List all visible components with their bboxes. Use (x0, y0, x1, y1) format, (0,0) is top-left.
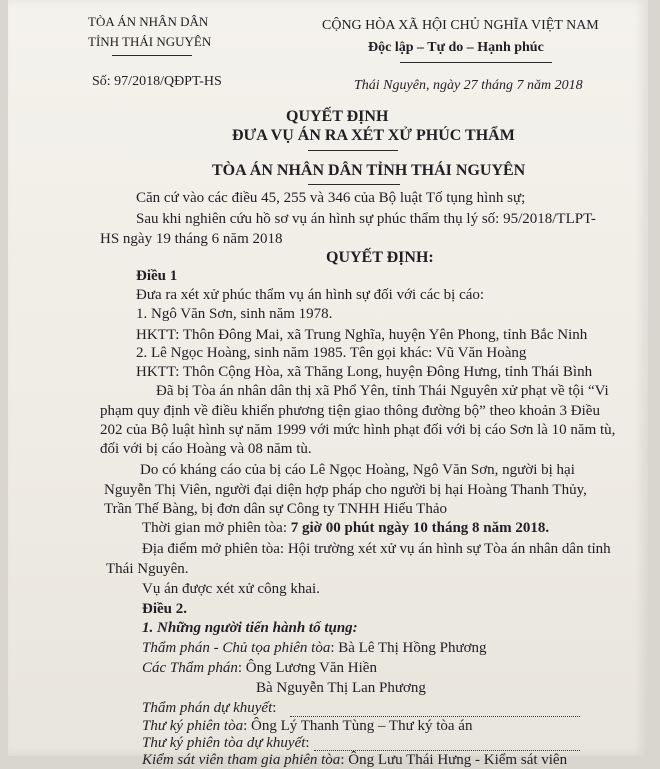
place-date: Thái Nguyên, ngày 27 tháng 7 năm 2018 (354, 78, 583, 93)
sentence-line-1: Đã bị Tòa án nhân dân thị xã Phổ Yên, tỉnh Thái Nguyên xử phạt về tội “Vi (156, 383, 609, 399)
appeal-line-1: Do có kháng cáo của bị cáo Lê Ngọc Hoàng, Ngô Văn Sơn, người bị hại (140, 462, 575, 478)
procedure-participants-heading: 1. Những người tiến hành tố tụng: (142, 620, 358, 636)
legal-basis-2a: Sau khi nghiên cứu hồ sơ vụ án hình sự phúc thẩm thụ lý số: 95/2018/TLPT- (136, 211, 596, 227)
defendant-2-address: HKTT: Thôn Cộng Hòa, xã Thăng Long, huyện Đông Hưng, tỉnh Thái Bình (136, 364, 593, 380)
court-clerk-value: : Ông Lý Thanh Tùng – Thư ký tòa án (243, 718, 473, 734)
country-name: CỘNG HÒA XÃ HỘI CHỦ NGHĨA VIỆT NAM (322, 18, 599, 33)
presiding-judge-value: : Bà Lê Thị Hồng Phương (330, 640, 487, 656)
hearing-time-label: Thời gian mở phiên tòa: (142, 520, 291, 536)
national-motto: Độc lập – Tự do – Hạnh phúc (368, 40, 544, 55)
reserve-clerk (142, 735, 310, 752)
reserve-clerk-label: Thư ký phiên tòa dự khuyết (142, 735, 306, 751)
panel-judges-label: Các Thẩm phán (142, 660, 238, 676)
reserve-judge-label: Thẩm phán dự khuyết (142, 700, 273, 716)
document-page (8, 0, 648, 768)
reserve-judge-value: : (272, 700, 277, 716)
article-2-heading: Điều 2. (142, 601, 187, 617)
hearing-time (142, 520, 549, 537)
panel-judge-2: Bà Nguyễn Thị Lan Phương (256, 680, 426, 696)
prosecutor-value: : Ông Lưu Thái Hưng - Kiểm sát viên (340, 752, 568, 768)
document-subtitle: ĐƯA VỤ ÁN RA XÉT XỬ PHÚC THẨM (232, 127, 515, 144)
reserve-clerk-value: : (305, 735, 310, 751)
court-name-line1: TÒA ÁN NHÂN DÂN (88, 14, 209, 29)
header-left-underline (112, 55, 192, 56)
hearing-time-value: 7 giờ 00 phút ngày 10 tháng 8 năm 2018. (290, 520, 550, 536)
defendant-2: 2. Lê Ngọc Hoàng, sinh năm 1985. Tên gọi khác: Vũ Văn Hoàng (136, 345, 527, 361)
presiding-judge (142, 640, 487, 657)
sentence-line-3: 202 của Bộ luật hình sự năm 1999 với mức hình phạt đối với bị cáo Sơn là 10 năm tù, (100, 422, 616, 438)
document-title: QUYẾT ĐỊNH (286, 108, 389, 125)
court-clerk (142, 718, 472, 735)
court-clerk-label: Thư ký phiên tòa (142, 718, 244, 734)
appeal-line-3: Trần Thế Bàng, bị đơn dân sự Công ty TNHH Hiếu Thảo (104, 501, 447, 517)
presiding-judge-label: Thẩm phán - Chủ tọa phiên tòa (142, 640, 331, 656)
panel-judges (142, 660, 377, 677)
sentence-line-4: đối với bị cáo Hoàng và 08 năm tù. (100, 441, 312, 457)
title-underline (308, 150, 398, 151)
article-1-intro: Đưa ra xét xử phúc thẩm vụ án hình sự đối với các bị cáo: (136, 287, 485, 303)
public-hearing-note: Vụ án được xét xử công khai. (142, 581, 320, 597)
reserve-judge-blank (290, 716, 580, 717)
decides-heading: QUYẾT ĐỊNH: (326, 249, 434, 266)
sentence-line-2: phạm quy định về điều khiển phương tiện giao thông đường bộ” theo khoản 3 Điều (100, 403, 600, 419)
defendant-1: 1. Ngô Văn Sơn, sinh năm 1978. (136, 306, 333, 322)
defendant-1-address: HKTT: Thôn Đông Mai, xã Trung Nghĩa, huyện Yên Phong, tỉnh Bắc Ninh (136, 327, 588, 343)
prosecutor (142, 752, 567, 769)
decision-number: Số: 97/2018/QĐPT-HS (92, 74, 222, 89)
prosecutor-label: Kiểm sát viên tham gia phiên tòa (142, 752, 341, 768)
hearing-venue-line-2: Thái Nguyên. (106, 561, 189, 577)
legal-basis-1: Căn cứ vào các điều 45, 255 và 346 của Bộ luật Tố tụng hình sự; (136, 190, 526, 206)
panel-judges-value-1: : Ông Lương Văn Hiền (237, 660, 377, 676)
legal-basis-2b: HS ngày 19 tháng 6 năm 2018 (100, 231, 283, 247)
reserve-clerk-blank (314, 750, 580, 751)
hearing-venue-line-1: Địa điểm mở phiên tòa: Hội trường xét xử vụ án hình sự Tòa án nhân dân tỉnh (142, 541, 611, 557)
issuing-authority: TÒA ÁN NHÂN DÂN TỈNH THÁI NGUYÊN (212, 162, 526, 179)
court-name-line2: TỈNH THÁI NGUYÊN (88, 34, 212, 49)
reserve-judge (142, 700, 276, 717)
motto-underline (400, 62, 552, 63)
article-1-heading: Điều 1 (136, 268, 178, 284)
appeal-line-2: Nguyễn Thị Viên, người đại diện hợp pháp cho người bị hại Hoàng Thanh Thủy, (104, 482, 587, 498)
authority-underline (308, 184, 400, 185)
